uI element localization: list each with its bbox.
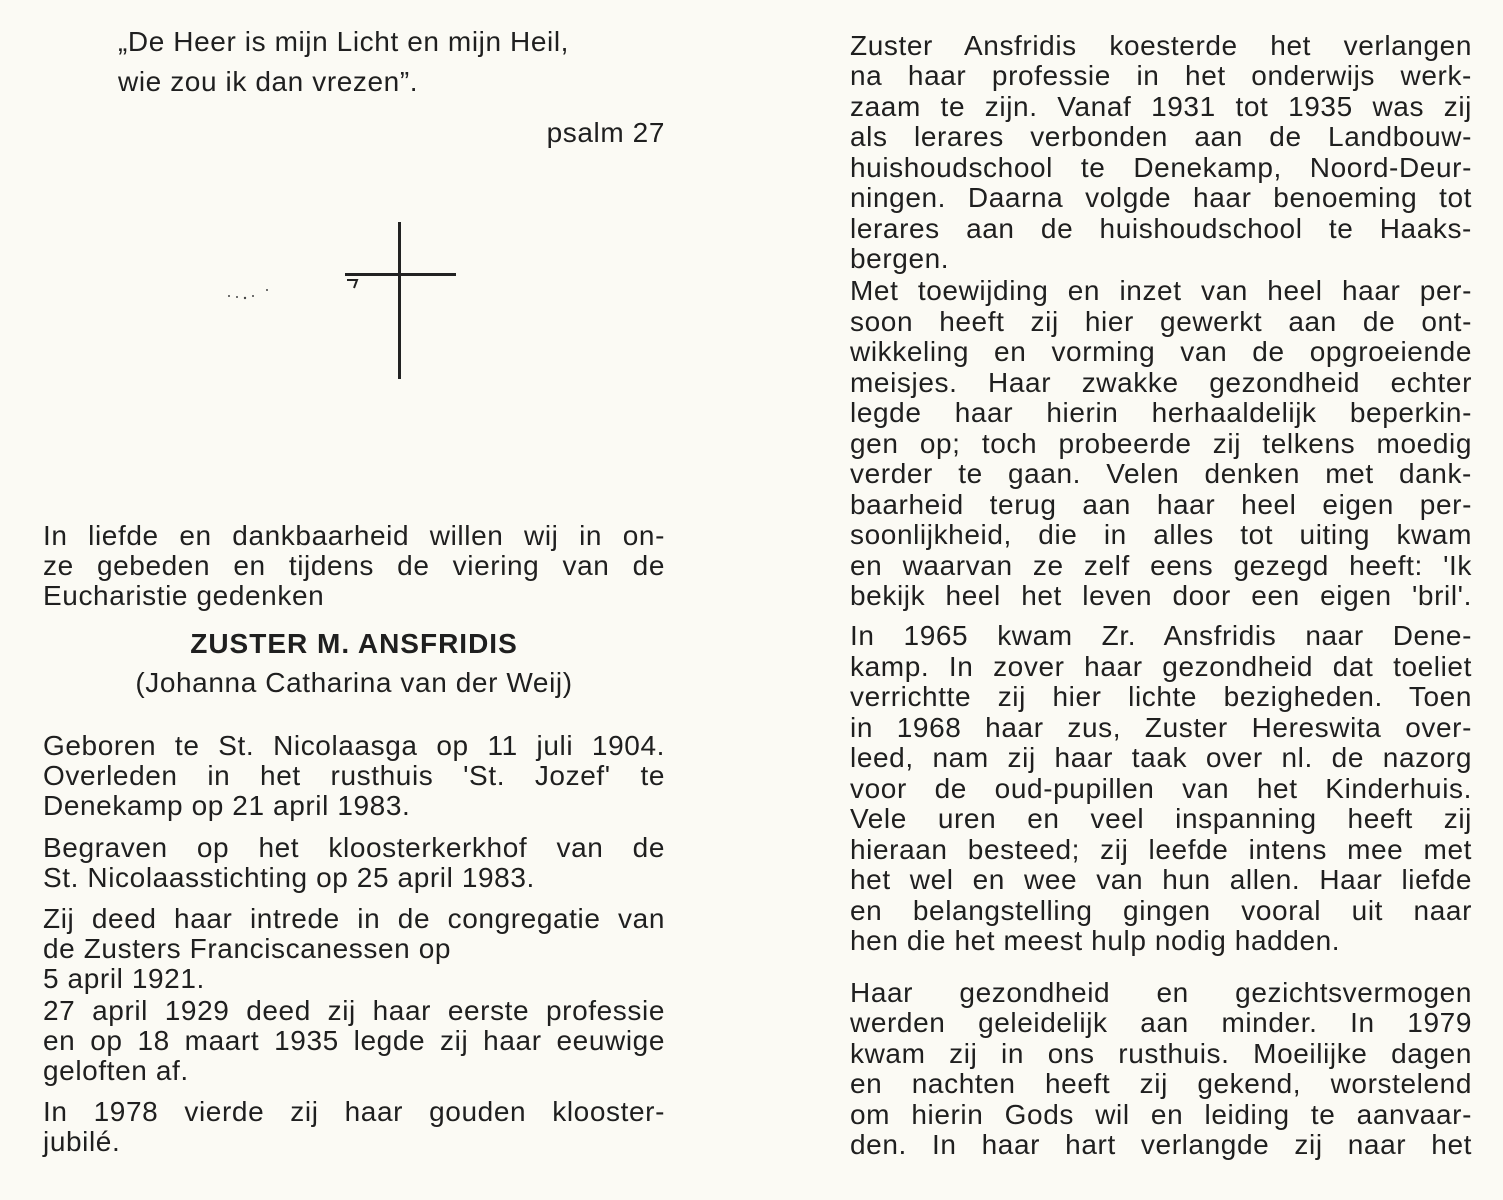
body-line: ningen. Daarna volgde haar benoeming tot xyxy=(850,182,1472,213)
detail-line: St. Nicolaasstichting op 25 april 1983. xyxy=(43,862,535,893)
detail-line: en op 18 maart 1935 legde zij haar eeuwige xyxy=(43,1025,665,1056)
body-line: meisjes. Haar zwakke gezondheid echter xyxy=(850,367,1472,398)
detail-line: In 1978 vierde zij haar gouden klooster- xyxy=(43,1096,665,1127)
body-line: soonlijkheid, die in alles tot uiting kwam xyxy=(850,519,1472,550)
body-line: bekijk heel het leven door een eigen 'bril'. xyxy=(850,580,1472,611)
quote-line-1: „De Heer is mijn Licht en mijn Heil, xyxy=(118,26,570,57)
body-line: en nachten heeft zij gekend, worstelend xyxy=(850,1068,1472,1099)
body-line: den. In haar hart verlangde zij naar het xyxy=(850,1129,1472,1160)
body-line: soon heeft zij hier gewerkt aan de ont- xyxy=(850,306,1472,337)
intro-line-2: ze gebeden en tijdens de viering van de xyxy=(43,550,665,581)
body-line: voor de oud-pupillen van het Kinderhuis. xyxy=(850,773,1472,804)
body-line: legde haar hierin herhaaldelijk beperkin- xyxy=(850,397,1472,428)
print-specks xyxy=(223,284,283,304)
body-line: werden geleidelijk aan minder. In 1979 xyxy=(850,1007,1472,1038)
deceased-full-name: (Johanna Catharina van der Weij) xyxy=(135,667,573,698)
detail-line: Overleden in het rusthuis 'St. Jozef' te xyxy=(43,760,665,791)
intro-line-3: Eucharistie gedenken xyxy=(43,580,325,611)
body-line: als lerares verbonden aan de Landbouw- xyxy=(850,121,1472,152)
body-line: en waarvan ze zelf eens gezegd heeft: 'Ik xyxy=(850,550,1472,581)
body-line: zaam te zijn. Vanaf 1931 tot 1935 was zij xyxy=(850,91,1472,122)
body-line: in 1968 haar zus, Zuster Hereswita over- xyxy=(850,712,1472,743)
body-line: huishoudschool te Denekamp, Noord-Deur- xyxy=(850,152,1472,183)
detail-line: Begraven op het kloosterkerkhof van de xyxy=(43,832,665,863)
detail-line: 5 april 1921. xyxy=(43,963,205,994)
quote-line-2: wie zou ik dan vrezen”. xyxy=(118,66,419,97)
body-line: gen op; toch probeerde zij telkens moedig xyxy=(850,428,1472,459)
body-line: leed, nam zij haar taak over nl. de nazorg xyxy=(850,742,1472,773)
body-line: en belangstelling gingen vooral uit naar xyxy=(850,895,1472,926)
detail-line: Denekamp op 21 april 1983. xyxy=(43,790,411,821)
body-line: het wel en wee van hun allen. Haar liefde xyxy=(850,864,1472,895)
detail-line: 27 april 1929 deed zij haar eerste professie xyxy=(43,995,665,1026)
detail-line: geloften af. xyxy=(43,1055,189,1086)
body-line: wikkeling en vorming van de opgroeiende xyxy=(850,336,1472,367)
body-line: Vele uren en veel inspanning heeft zij xyxy=(850,803,1472,834)
body-line: verder te gaan. Velen denken met dank- xyxy=(850,458,1472,489)
deceased-name: ZUSTER M. ANSFRIDIS xyxy=(190,628,518,659)
body-line: om hierin Gods wil en leiding te aanvaar- xyxy=(850,1099,1472,1130)
body-line: Haar gezondheid en gezichtsvermogen xyxy=(850,977,1472,1008)
body-line: kamp. In zover haar gezondheid dat toeliet xyxy=(850,651,1472,682)
body-line: hieraan besteed; zij leefde intens mee met xyxy=(850,834,1472,865)
intro-line-1: In liefde en dankbaarheid willen wij in on- xyxy=(43,520,665,551)
body-line: Met toewijding en inzet van heel haar per- xyxy=(850,275,1472,306)
body-line: na haar professie in het onderwijs werk- xyxy=(850,60,1472,91)
body-line: hen die het meest hulp nodig hadden. xyxy=(850,925,1341,956)
detail-line: Geboren te St. Nicolaasga op 11 juli 1904. xyxy=(43,730,665,761)
detail-line: de Zusters Franciscanessen op xyxy=(43,933,452,964)
detail-line: jubilé. xyxy=(43,1126,121,1157)
psalm-reference: psalm 27 xyxy=(546,117,665,148)
body-line: kwam zij in ons rusthuis. Moeilijke dagen xyxy=(850,1038,1472,1069)
body-line: verrichtte zij hier lichte bezigheden. Toen xyxy=(850,681,1472,712)
body-line: baarheid terug aan haar heel eigen per- xyxy=(850,489,1472,520)
body-line: bergen. xyxy=(850,243,950,274)
detail-line: Zij deed haar intrede in de congregatie van xyxy=(43,903,665,934)
body-line: Zuster Ansfridis koesterde het verlangen xyxy=(850,30,1472,61)
body-line: lerares aan de huishoudschool te Haaks- xyxy=(850,213,1472,244)
cross-icon xyxy=(343,222,458,382)
body-line: In 1965 kwam Zr. Ansfridis naar Dene- xyxy=(850,620,1472,651)
